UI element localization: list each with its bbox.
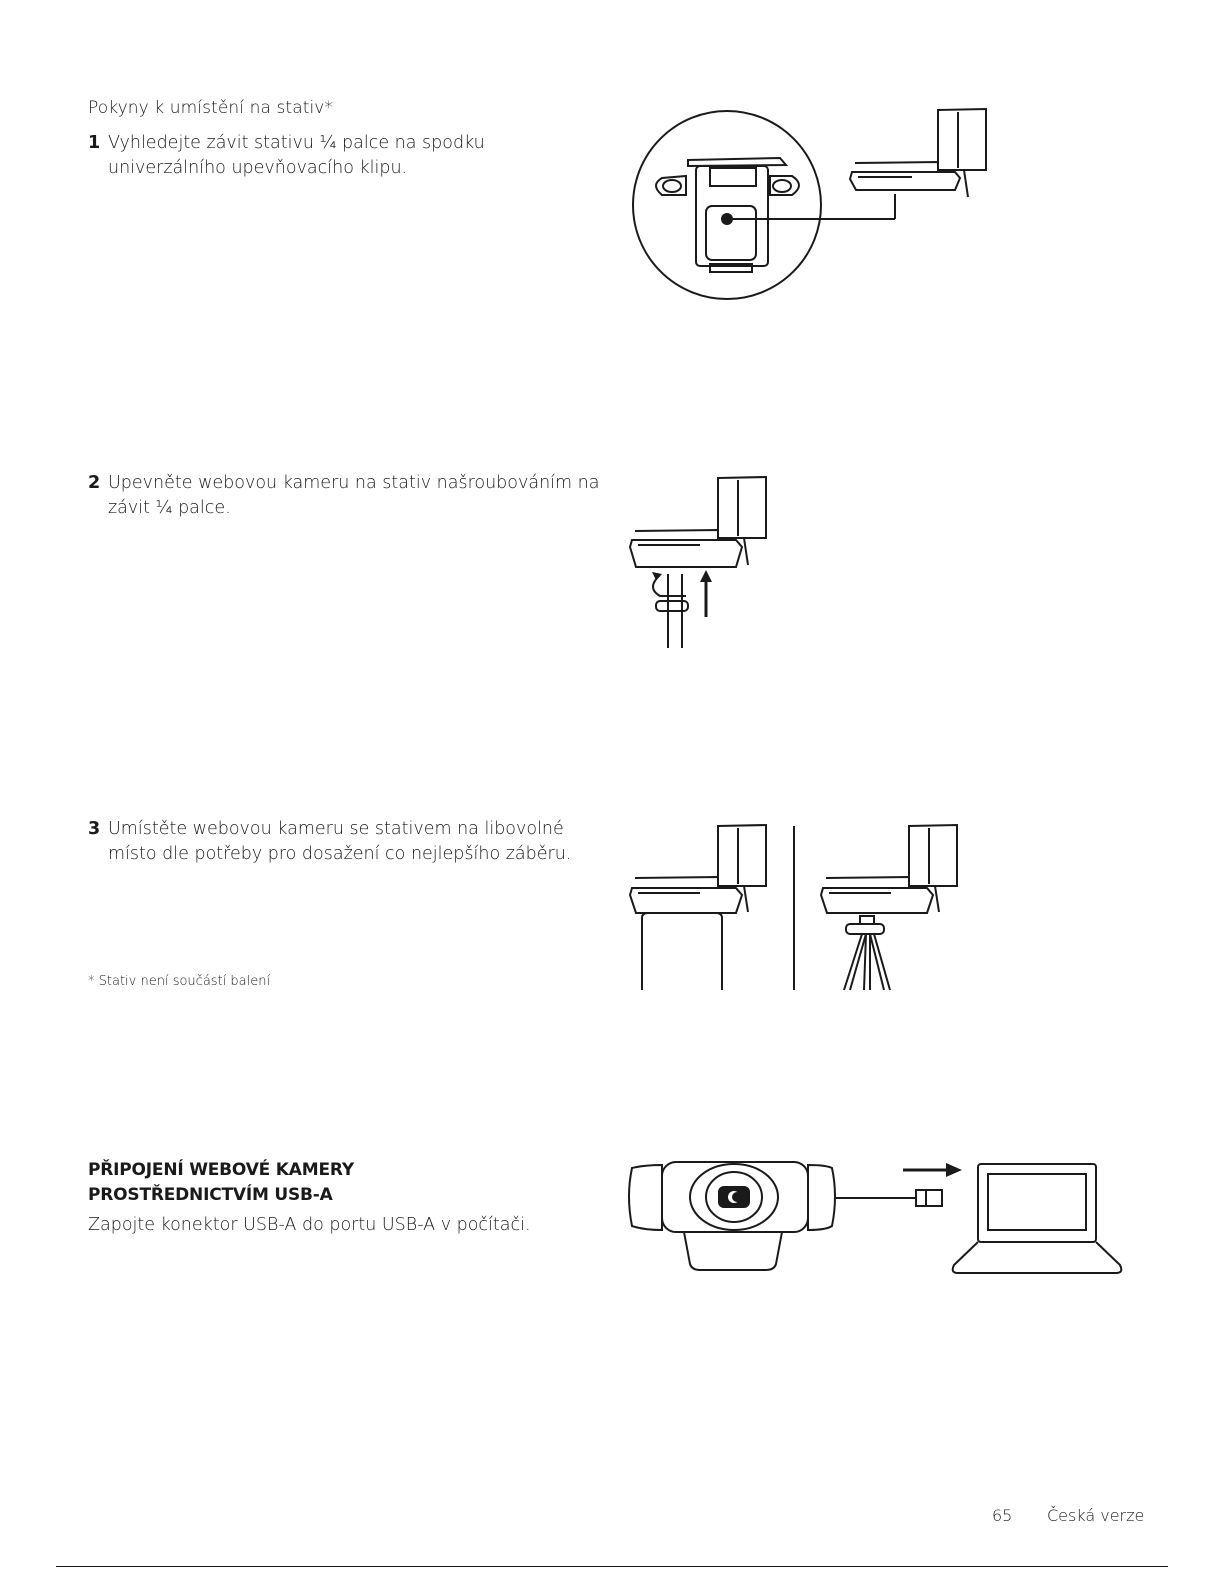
step-text: Umístěte webovou kameru se stativem na libovolné místo dle potřeby pro dosažení co nejlepšího záběru. [108,819,572,864]
language-label: Česká verze [1047,1506,1145,1525]
page-number: 65 [992,1506,1013,1525]
usb-connection-illustration [625,1158,1125,1278]
usb-section-text: Zapojte konektor USB-A do portu USB-A v počítači. [88,1215,531,1235]
bottom-rule [56,1566,1168,1567]
placement-illustration [620,818,965,993]
step-number: 3 [88,819,101,839]
step-number: 1 [88,133,101,153]
section-intro: Pokyny k umístění na stativ* [88,98,334,118]
usb-section-heading: PŘIPOJENÍ WEBOVÉ KAMERY PROSTŘEDNICTVÍM USB-A [88,1160,354,1205]
step-text: Vyhledejte závit stativu ¼ palce na spodku univerzálního upevňovacího klipu. [108,133,485,178]
step-3 [88,817,608,867]
arrow-right-icon [946,1163,962,1177]
footnote: * Stativ není součástí balení [88,974,271,989]
step-text: Upevněte webovou kameru na stativ našroubováním na závit ¼ palce. [108,473,600,518]
screw-tripod-illustration [620,470,780,655]
clip-thread-illustration [620,100,1000,310]
step-1 [88,131,608,181]
thread-dot [721,213,733,225]
step-number: 2 [88,473,101,493]
step-2 [88,471,608,521]
